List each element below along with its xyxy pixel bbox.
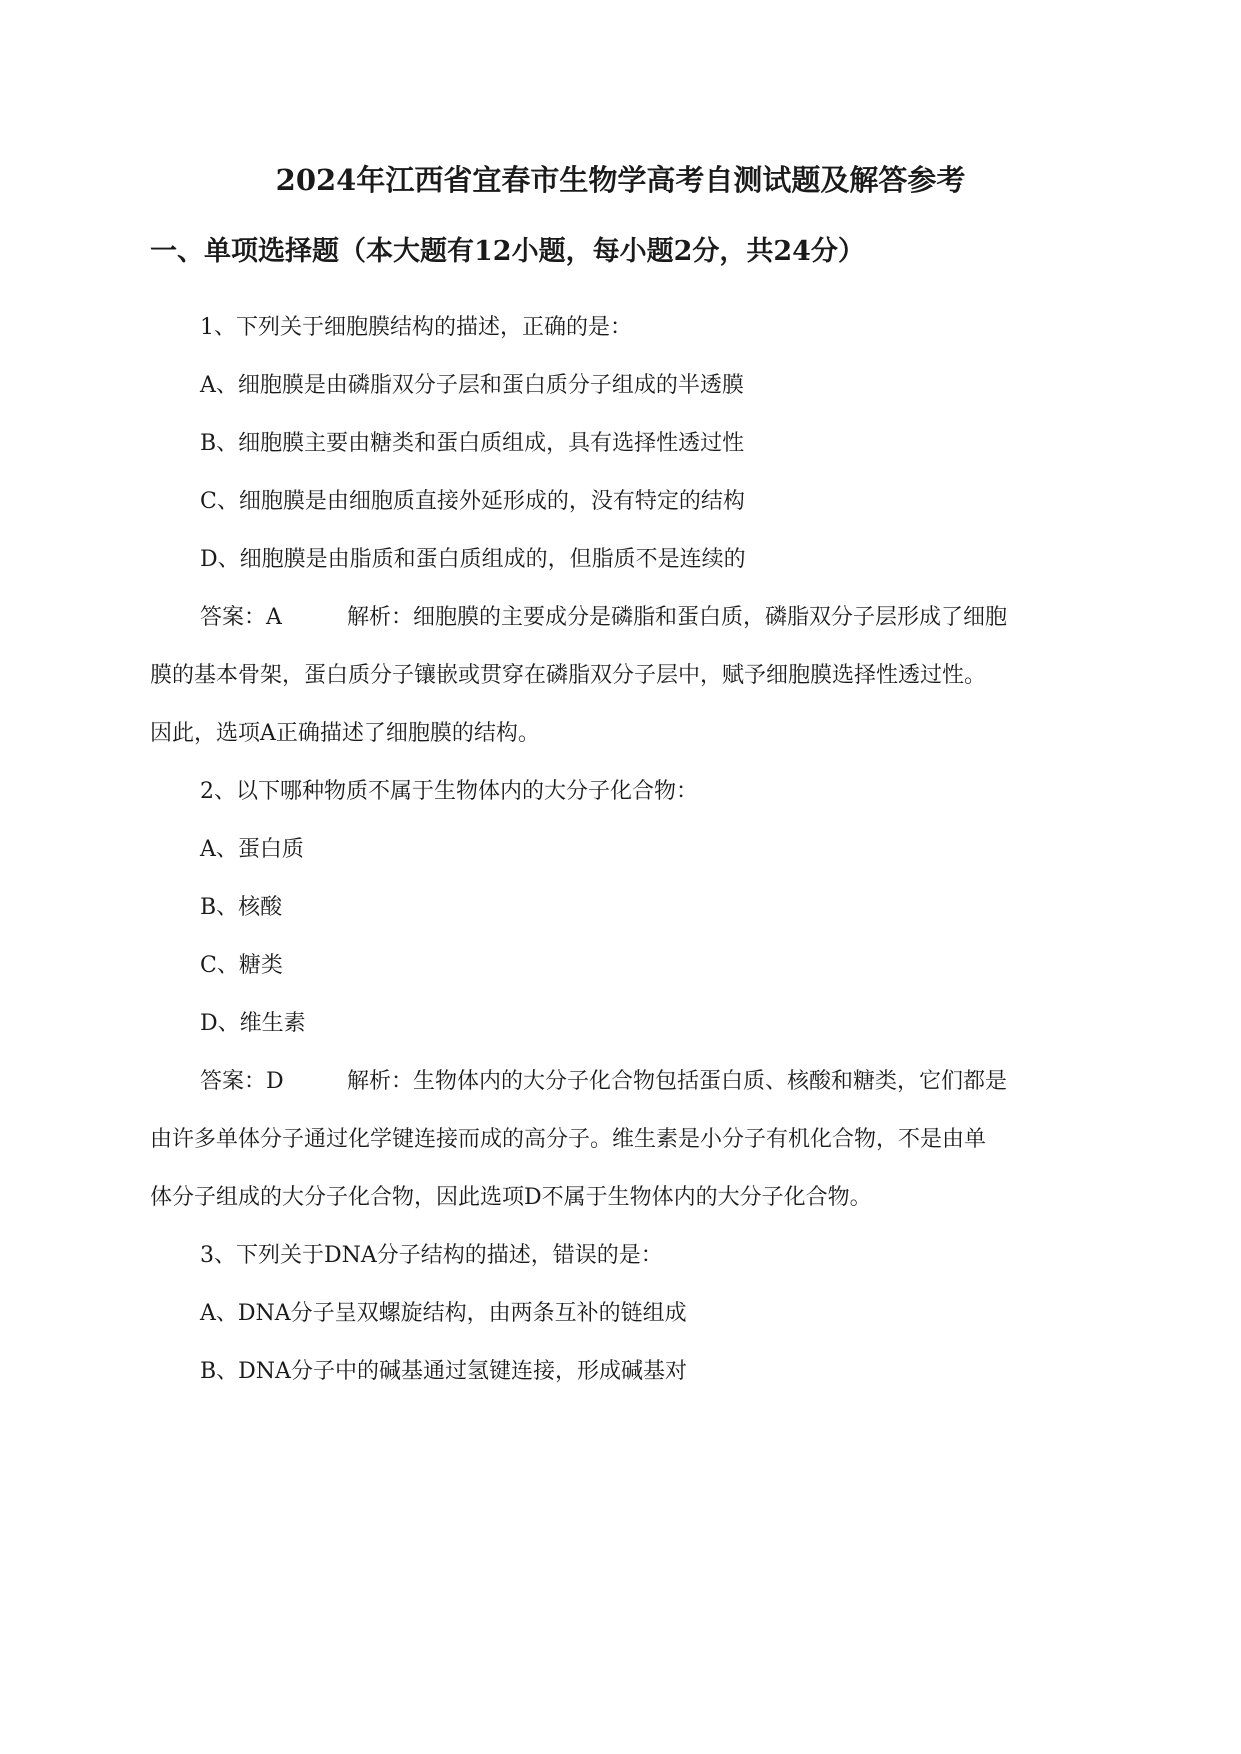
question-3-option-a: A、DNA分子呈双螺旋结构，由两条互补的链组成	[200, 1301, 687, 1326]
question-2-option-a: A、蛋白质	[200, 837, 304, 862]
question-2-stem: 2、以下哪种物质不属于生物体内的大分子化合物：	[200, 779, 698, 804]
question-2-option-c: C、糖类	[200, 953, 283, 978]
question-2-analysis-line-3: 体分子组成的大分子化合物，因此选项D不属于生物体内的大分子化合物。	[150, 1185, 872, 1210]
question-1-option-c: C、细胞膜是由细胞质直接外延形成的，没有特定的结构	[200, 489, 745, 514]
document-title: 2024年江西省宜春市生物学高考自测试题及解答参考	[275, 163, 966, 197]
question-1-answer: 答案：A	[200, 605, 282, 630]
question-1-answer-line	[200, 602, 1007, 634]
question-1-option-d: D、细胞膜是由脂质和蛋白质组成的，但脂质不是连续的	[200, 547, 746, 572]
question-2-answer: 答案：D	[200, 1069, 284, 1094]
question-3-stem: 3、下列关于DNA分子结构的描述，错误的是：	[200, 1243, 663, 1268]
question-1-analysis-line-1: 解析：细胞膜的主要成分是磷脂和蛋白质，磷脂双分子层形成了细胞	[347, 605, 1008, 630]
question-2-analysis-line-1: 解析：生物体内的大分子化合物包括蛋白质、核酸和糖类，它们都是	[347, 1069, 1008, 1094]
question-2-answer-line	[200, 1066, 1007, 1098]
question-1-analysis-line-2: 膜的基本骨架，蛋白质分子镶嵌或贯穿在磷脂双分子层中，赋予细胞膜选择性透过性。	[150, 663, 987, 688]
question-2-analysis-line-2: 由许多单体分子通过化学键连接而成的高分子。维生素是小分子有机化合物，不是由单	[150, 1127, 987, 1152]
question-1-stem: 1、下列关于细胞膜结构的描述，正确的是：	[200, 315, 632, 340]
question-3-option-b: B、DNA分子中的碱基通过氢键连接，形成碱基对	[200, 1359, 687, 1384]
question-1-option-b: B、细胞膜主要由糖类和蛋白质组成，具有选择性透过性	[200, 431, 745, 456]
question-1-option-a: A、细胞膜是由磷脂双分子层和蛋白质分子组成的半透膜	[200, 373, 744, 398]
question-1-analysis-line-3: 因此，选项A正确描述了细胞膜的结构。	[150, 721, 540, 746]
question-2-option-d: D、维生素	[200, 1011, 306, 1036]
section-heading: 一、单项选择题（本大题有12小题，每小题2分，共24分）	[150, 236, 865, 267]
question-2-option-b: B、核酸	[200, 895, 283, 920]
